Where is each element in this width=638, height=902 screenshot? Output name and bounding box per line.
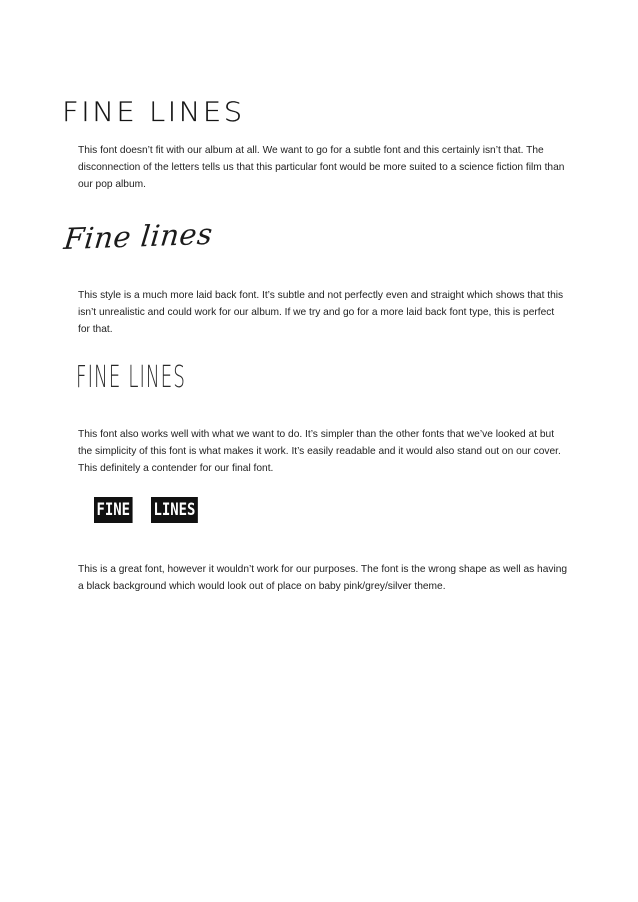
font-sample-scifi: FINE LINES	[62, 96, 245, 128]
font-sample-block-word-2: LINES	[151, 497, 198, 523]
font-sample-script: Fine lines	[62, 216, 215, 257]
font-review-paragraph-4: This is a great font, however it wouldn’t work for our purposes. The font is the wrong shape as well as having a black background which would look out of place on baby pink/grey/silver theme.	[78, 564, 568, 592]
font-sample-block	[94, 497, 208, 523]
font-review-paragraph-3: This font also works well with what we want to do. It’s simpler than the other fonts that we’ve looked at but the simplicity of this font is what makes it work. It’s easily readable and it would also stand out on our cover. This definitely a contender for our final font.	[78, 429, 561, 474]
font-review-paragraph-1: This font doesn’t fit with our album at all. We want to go for a subtle font and this certainly isn’t that. The disconnection of the letters tells us that this particular font would be more suited to a science fiction film than our pop album.	[78, 145, 565, 190]
font-sample-block-word-1: FINE	[94, 497, 133, 523]
font-review-paragraph-2: This style is a much more laid back font. It’s subtle and not perfectly even and straight which shows that this isn’t unrealistic and could work for our album. If we try and go for a more laid back font type, this is perfect for that.	[78, 290, 564, 335]
font-sample-condensed: FINE LINES	[76, 360, 186, 395]
